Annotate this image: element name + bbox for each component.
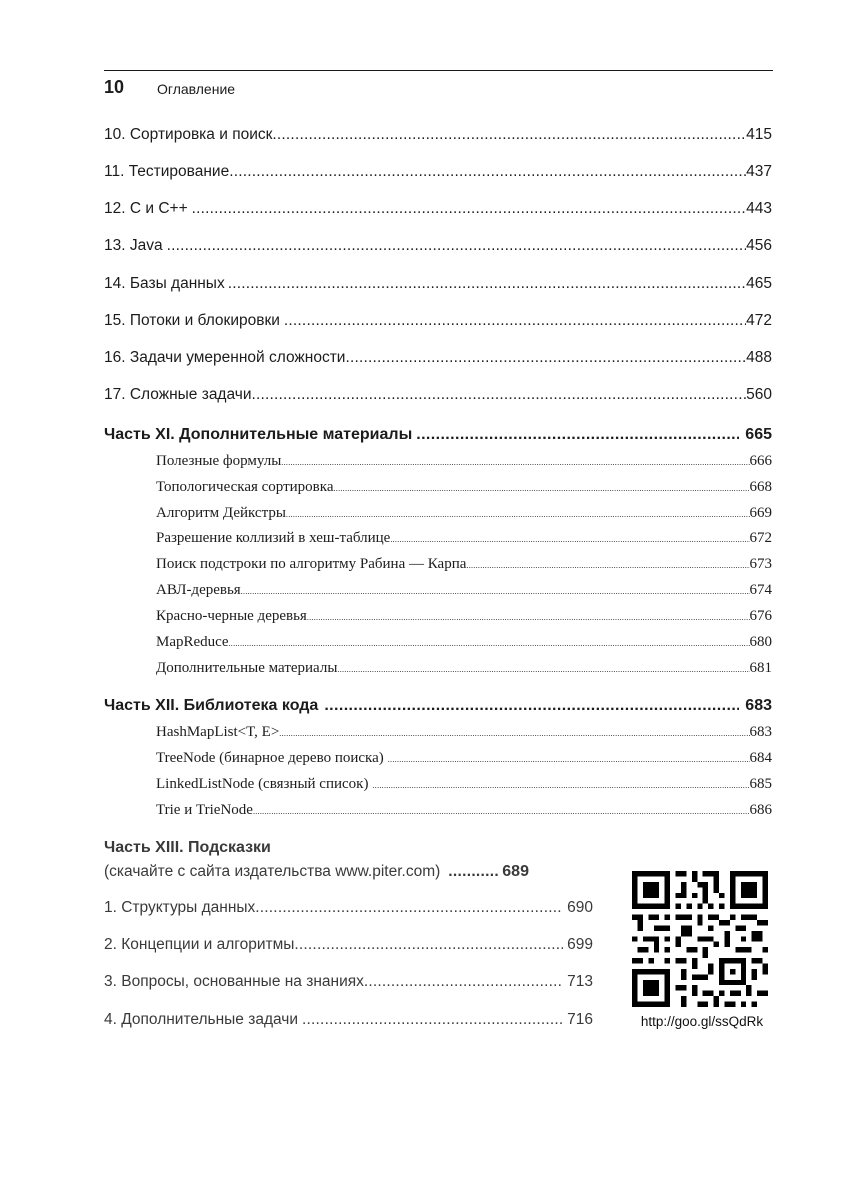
- dot-leader: [337, 665, 749, 674]
- dot-leader: [388, 755, 750, 764]
- toc-entry-page: 713: [567, 973, 593, 990]
- toc-entry[interactable]: [104, 973, 593, 991]
- part-heading[interactable]: [104, 426, 772, 444]
- toc-entry-label: 2. Концепции и алгоритмы: [104, 936, 295, 953]
- dot-leader: [167, 237, 747, 255]
- toc-subentry-page: 674: [749, 582, 772, 598]
- toc-subentry-label: Поиск подстроки по алгоритму Рабина — Карпа: [156, 556, 467, 572]
- dot-leader: [228, 275, 746, 293]
- part-heading[interactable]: Часть XIII. Подсказки: [104, 839, 271, 856]
- toc-subentry[interactable]: [156, 453, 772, 470]
- toc-subentry-label: Разрешение коллизий в хеш-таблице: [156, 530, 391, 546]
- dot-leader: [307, 613, 750, 622]
- part-page: 683: [745, 697, 772, 714]
- dot-leader: [252, 386, 747, 404]
- toc-subentry-page: 666: [749, 453, 772, 469]
- toc-entry-page: 488: [746, 349, 772, 366]
- toc-entry-label: 10. Сортировка и поиск: [104, 126, 273, 143]
- toc-entry-label: 16. Задачи умеренной сложности: [104, 349, 346, 366]
- toc-subentry[interactable]: [156, 724, 772, 741]
- toc-entry[interactable]: [104, 899, 593, 917]
- dot-leader: [241, 587, 750, 596]
- toc-subentry-page: 676: [749, 608, 772, 624]
- toc-entry-page: 443: [746, 200, 772, 217]
- qr-url[interactable]: http://goo.gl/ssQdRk: [640, 1014, 764, 1029]
- dot-leader: [448, 863, 500, 881]
- toc-subentry-label: LinkedListNode (связный список): [156, 776, 369, 792]
- toc-subentry[interactable]: [156, 479, 772, 496]
- toc-entry-page: 415: [746, 126, 772, 143]
- toc-entry[interactable]: [104, 936, 593, 954]
- toc-subentry-label: Красно-черные деревья: [156, 608, 307, 624]
- toc-entry-page: 465: [746, 275, 772, 292]
- toc-subentry-page: 673: [749, 556, 772, 572]
- running-title: Оглавление: [157, 81, 236, 97]
- page-number: 10: [104, 77, 125, 97]
- dot-leader: [279, 729, 749, 738]
- toc-subentry[interactable]: [156, 660, 772, 677]
- toc-entry-page: 716: [567, 1011, 593, 1028]
- dot-leader: [286, 510, 750, 519]
- toc-subentry-page: 668: [749, 479, 772, 495]
- toc-entry[interactable]: [104, 163, 772, 181]
- toc-entry[interactable]: [104, 200, 772, 218]
- toc-subentry-label: TreeNode (бинарное дерево поиска): [156, 750, 384, 766]
- toc-subentry-label: Алгоритм Дейкстры: [156, 505, 286, 521]
- toc-entry-page: 699: [567, 936, 593, 953]
- toc-subentry-page: 684: [749, 750, 772, 766]
- part-heading[interactable]: [104, 697, 772, 715]
- toc-entry[interactable]: [104, 237, 772, 255]
- dot-leader: [416, 426, 739, 444]
- dot-leader: [281, 458, 749, 467]
- dot-leader: [272, 126, 746, 144]
- toc-entry-label: 17. Сложные задачи: [104, 386, 252, 403]
- dot-leader: [466, 561, 749, 570]
- part-title: Часть XII. Библиотека кода: [104, 697, 319, 714]
- toc-entry-page: 472: [746, 312, 772, 329]
- toc-entry[interactable]: [104, 1011, 593, 1029]
- toc-entry-label: 15. Потоки и блокировки: [104, 312, 280, 329]
- toc-subentry[interactable]: [156, 505, 772, 522]
- toc-entry-label: 11. Тестирование: [104, 163, 230, 180]
- toc-subentry[interactable]: [156, 750, 772, 767]
- toc-subentry-page: 686: [749, 802, 772, 818]
- toc-entry-label: 3. Вопросы, основанные на знаниях: [104, 973, 364, 990]
- toc-entry-label: 14. Базы данных: [104, 275, 225, 292]
- dot-leader: [345, 349, 746, 367]
- toc-subentry-label: Топологическая сортировка: [156, 479, 334, 495]
- part-subtitle: (скачайте с сайта издательства www.piter.com): [104, 863, 441, 880]
- toc-subentry-label: Полезные формулы: [156, 453, 282, 469]
- toc-subentry[interactable]: [156, 530, 772, 547]
- toc-entry-page: 456: [746, 237, 772, 254]
- dot-leader: [302, 1011, 563, 1029]
- toc-entry-label: 1. Структуры данных: [104, 899, 256, 916]
- dot-leader: [333, 484, 749, 493]
- toc-subentry-page: 669: [749, 505, 772, 521]
- toc-subentry-label: Дополнительные материалы: [156, 660, 338, 676]
- toc-subentry-label: Trie и TrieNode: [156, 802, 253, 818]
- dot-leader: [228, 639, 749, 648]
- toc-entry-page: 437: [746, 163, 772, 180]
- toc-entry[interactable]: [104, 312, 772, 330]
- dot-leader: [192, 200, 747, 218]
- dot-leader: [294, 936, 563, 954]
- toc-entry-label: 13. Java: [104, 237, 163, 254]
- dot-leader: [364, 973, 563, 991]
- dot-leader: [390, 535, 749, 544]
- toc-subentry-page: 680: [749, 634, 772, 650]
- dot-leader: [372, 781, 749, 790]
- part-title: Часть XI. Дополнительные материалы: [104, 426, 413, 443]
- toc-entry-page: 560: [746, 386, 772, 403]
- toc-subentry-label: MapReduce: [156, 634, 229, 650]
- dot-leader: [253, 807, 750, 816]
- toc-entry-label: 4. Дополнительные задачи: [104, 1011, 299, 1028]
- toc-subentry-label: HashMapList<T, E>: [156, 724, 280, 740]
- toc-subentry[interactable]: [156, 634, 772, 651]
- toc-subentry[interactable]: [156, 582, 772, 599]
- part-page: 689: [502, 863, 529, 880]
- toc-subentry[interactable]: [156, 776, 772, 793]
- toc-subentry[interactable]: [156, 608, 772, 625]
- toc-entry[interactable]: [104, 126, 772, 144]
- toc-subentry[interactable]: [156, 802, 772, 819]
- toc-subentry-page: 685: [749, 776, 772, 792]
- toc-entry-page: 690: [567, 899, 593, 916]
- dot-leader: [284, 312, 746, 330]
- toc-entry[interactable]: [104, 275, 772, 293]
- toc-entry-label: 12. С и С++: [104, 200, 188, 217]
- part-subtitle-line[interactable]: [104, 863, 594, 881]
- toc-entry[interactable]: [104, 349, 772, 367]
- dot-leader: [229, 163, 746, 181]
- dot-leader: [324, 697, 739, 715]
- toc-subentry-page: 683: [749, 724, 772, 740]
- page-header: [104, 70, 773, 101]
- dot-leader: [255, 899, 563, 917]
- toc-subentry-page: 681: [749, 660, 772, 676]
- part-page: 665: [745, 426, 772, 443]
- qr-code[interactable]: [632, 871, 768, 1007]
- toc-subentry-page: 672: [749, 530, 772, 546]
- toc-subentry-label: АВЛ-деревья: [156, 582, 241, 598]
- toc-subentry[interactable]: [156, 556, 772, 573]
- toc-entry[interactable]: [104, 386, 772, 404]
